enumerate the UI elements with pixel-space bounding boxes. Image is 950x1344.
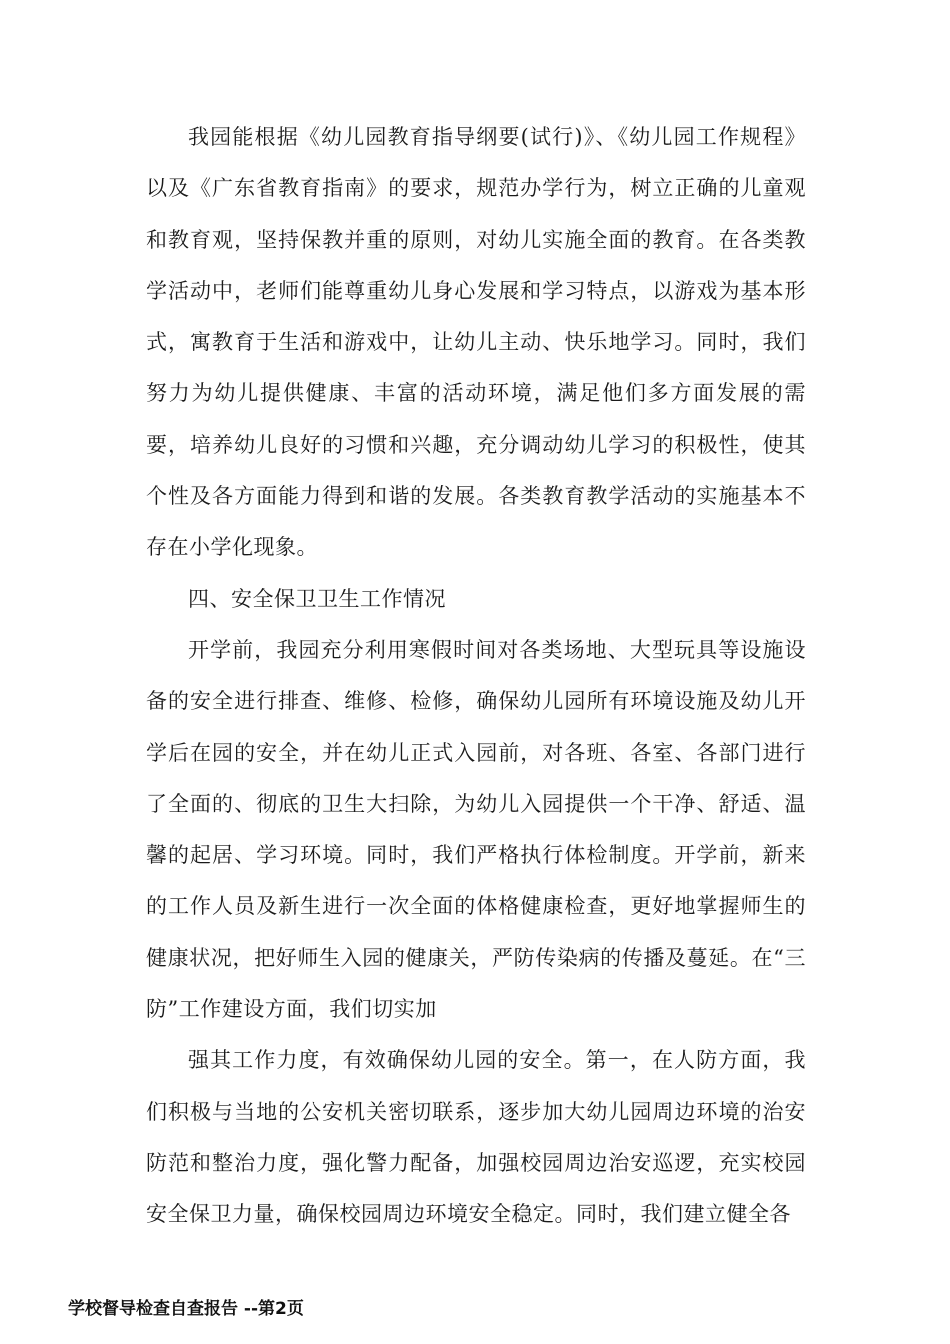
page-footer: 学校督导检查自查报告 --第2页 xyxy=(68,1299,304,1319)
section-heading-safety: 四、安全保卫卫生工作情况 xyxy=(188,586,446,611)
paragraph-pre-term-safety: 开学前，我园充分利用寒假时间对各类场地、大型玩具等设施设备的安全进行排查、维修、检修，确保幼儿园所有环境设施及幼儿开学后在园的安全，并在幼儿正式入园前，对各班、各室、各部门进行了全面的、彻底的卫生大扫除，为幼儿入园提供一个干净、舒适、温馨的起居、学习环境。同时，我们严格执行体检制度。开学前，新来的工作人员及新生进行一次全面的体格健康检查，更好地掌握师生的健康状况，把好师生入园的健康关，严防传染病的传播及蔓延。在“三防”工作建设方面，我们切实加 xyxy=(146,637,806,1022)
document-body xyxy=(146,112,806,1241)
paragraph-curriculum: 我园能根据《幼儿园教育指导纲要(试行)》、《幼儿园工作规程》以及《广东省教育指南》的要求，规范办学行为，树立正确的儿童观和教育观，坚持保教并重的原则，对幼儿实施全面的教育。在各类教学活动中，老师们能尊重幼儿身心发展和学习特点，以游戏为基本形式，寓教育于生活和游戏中，让幼儿主动、快乐地学习。同时，我们努力为幼儿提供健康、丰富的活动环境，满足他们多方面发展的需要，培养幼儿良好的习惯和兴趣，充分调动幼儿学习的积极性，使其个性及各方面能力得到和谐的发展。各类教育教学活动的实施基本不存在小学化现象。 xyxy=(146,125,806,560)
paragraph-security-measures: 强其工作力度，有效确保幼儿园的安全。第一，在人防方面，我们积极与当地的公安机关密切联系，逐步加大幼儿园周边环境的治安防范和整治力度，强化警力配备，加强校园周边治安巡逻，充实校园安全保卫力量，确保校园周边环境安全稳定。同时，我们建立健全各 xyxy=(146,1048,806,1227)
